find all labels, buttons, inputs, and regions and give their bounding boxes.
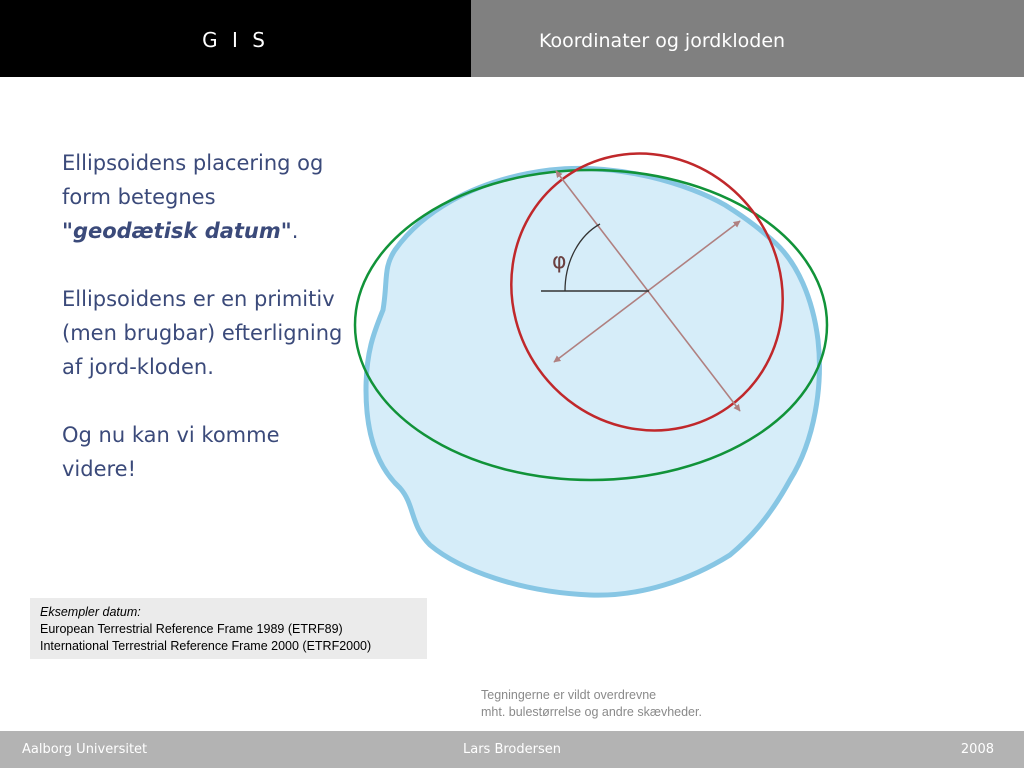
datum-examples-box [30,598,427,659]
footer-year: 2008 [960,742,994,757]
paragraph-datum-end: . [291,219,299,243]
paragraph-ellipsoid: Ellipsoidens er en primitiv (men brugbar) efterligning af jord-kloden. [62,287,343,379]
header-title: G I S [202,28,269,52]
note-line-2: mht. bulestørrelse og andre skævheder. [481,705,702,719]
footer-university: Aalborg Universitet [22,742,148,757]
slide-title: Koordinater og jordkloden [538,30,786,52]
footer-bar [0,731,1024,768]
phi-label: φ [552,249,567,274]
term-geodetic-datum: "geodætisk datum" [62,219,292,243]
earth-shape [366,168,819,595]
examples-title: Eksempler datum: [40,605,141,619]
example-etrf2000: International Terrestrial Reference Frame 2000 (ETRF2000) [40,639,372,653]
paragraph-continue: Og nu kan vi komme videre! [62,423,280,481]
example-etrf89: European Terrestrial Reference Frame 1989 (ETRF89) [40,622,343,636]
drawing-note [481,687,781,721]
footer-author: Lars Brodersen [463,742,561,757]
paragraph-datum-text: Ellipsoidens placering og form betegnes [62,151,324,209]
note-line-1: Tegningerne er vildt overdrevne [481,688,657,702]
